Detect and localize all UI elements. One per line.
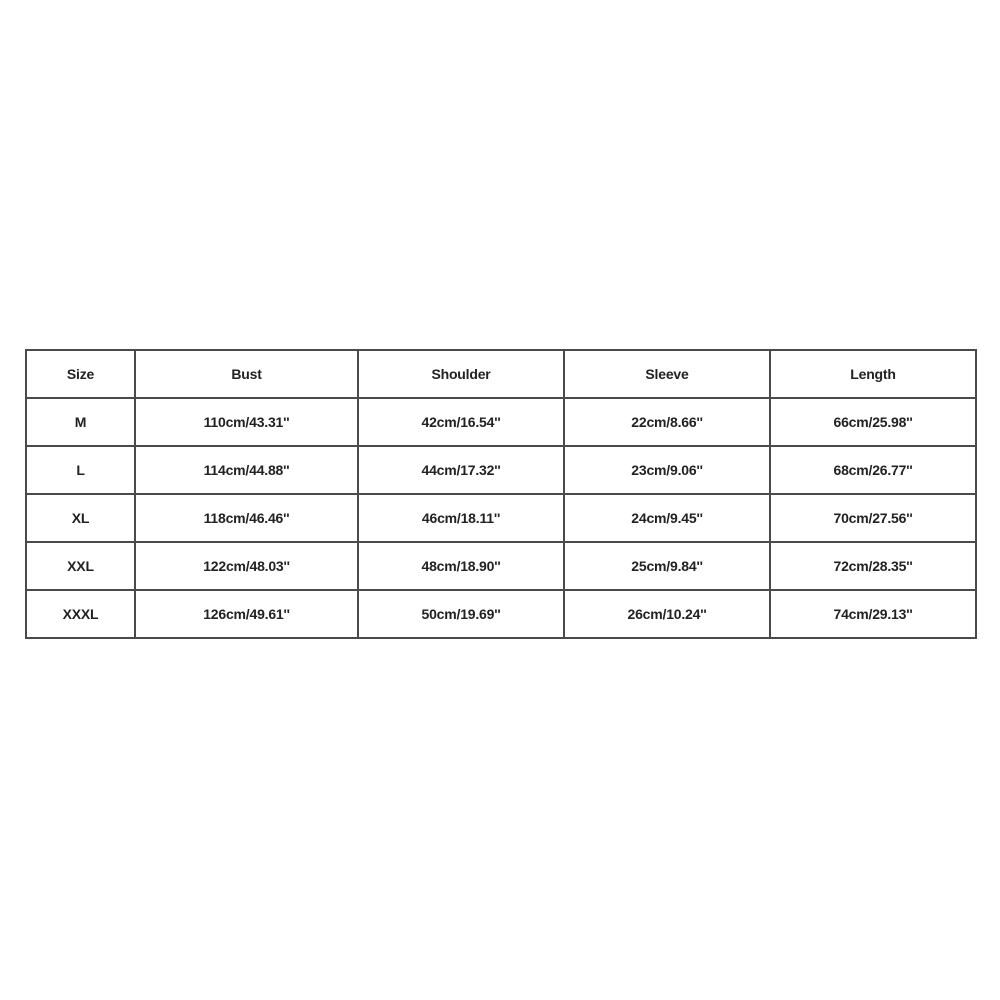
header-bust: Bust	[135, 350, 358, 398]
cell-sleeve: 26cm/10.24''	[564, 590, 770, 638]
cell-size: XL	[26, 494, 135, 542]
cell-shoulder: 50cm/19.69''	[358, 590, 564, 638]
cell-bust: 122cm/48.03''	[135, 542, 358, 590]
cell-size: XXL	[26, 542, 135, 590]
table-row	[26, 590, 976, 638]
header-size: Size	[26, 350, 135, 398]
cell-length: 72cm/28.35''	[770, 542, 976, 590]
cell-length: 66cm/25.98''	[770, 398, 976, 446]
header-sleeve: Sleeve	[564, 350, 770, 398]
table-row	[26, 542, 976, 590]
cell-bust: 110cm/43.31''	[135, 398, 358, 446]
size-chart-table	[25, 349, 977, 639]
table-row	[26, 446, 976, 494]
cell-sleeve: 25cm/9.84''	[564, 542, 770, 590]
cell-length: 68cm/26.77''	[770, 446, 976, 494]
cell-shoulder: 42cm/16.54''	[358, 398, 564, 446]
cell-length: 74cm/29.13''	[770, 590, 976, 638]
header-shoulder: Shoulder	[358, 350, 564, 398]
cell-size: M	[26, 398, 135, 446]
cell-bust: 114cm/44.88''	[135, 446, 358, 494]
cell-shoulder: 44cm/17.32''	[358, 446, 564, 494]
cell-shoulder: 46cm/18.11''	[358, 494, 564, 542]
cell-shoulder: 48cm/18.90''	[358, 542, 564, 590]
cell-size: L	[26, 446, 135, 494]
table-header-row	[26, 350, 976, 398]
cell-bust: 118cm/46.46''	[135, 494, 358, 542]
cell-length: 70cm/27.56''	[770, 494, 976, 542]
cell-sleeve: 22cm/8.66''	[564, 398, 770, 446]
table-row	[26, 494, 976, 542]
cell-sleeve: 24cm/9.45''	[564, 494, 770, 542]
cell-bust: 126cm/49.61''	[135, 590, 358, 638]
cell-size: XXXL	[26, 590, 135, 638]
cell-sleeve: 23cm/9.06''	[564, 446, 770, 494]
table-row	[26, 398, 976, 446]
header-length: Length	[770, 350, 976, 398]
